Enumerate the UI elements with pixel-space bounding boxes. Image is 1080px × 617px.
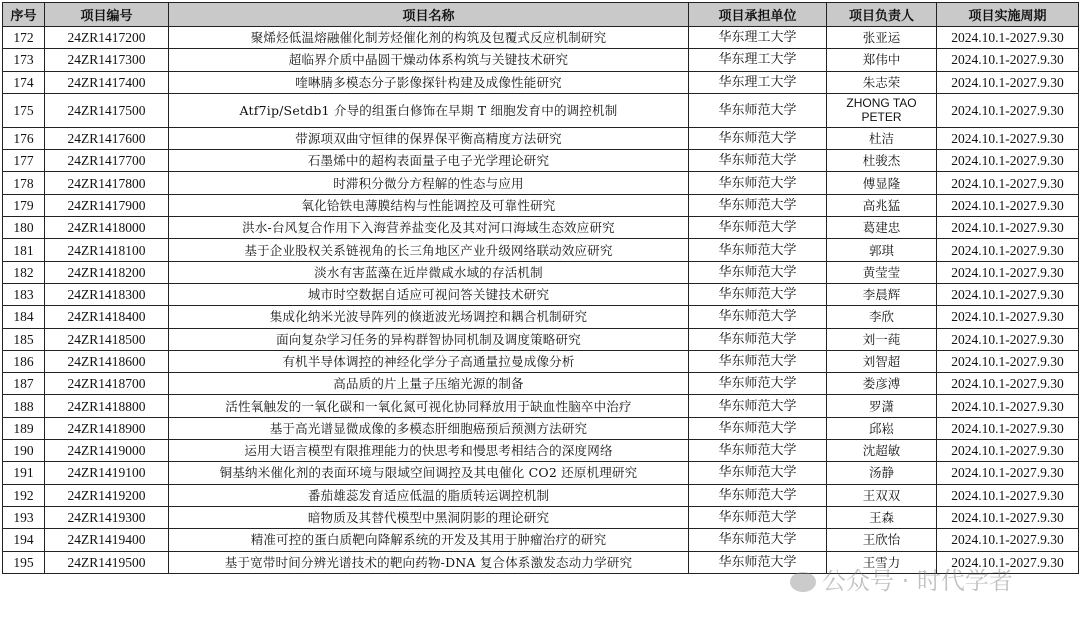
project-code: 24ZR1417900 (45, 194, 169, 216)
project-name: 聚烯烃低温熔融催化制芳烃催化剂的构筑及包覆式反应机制研究 (169, 27, 689, 49)
table-row (3, 172, 1079, 194)
header-project-name: 项目名称 (169, 3, 689, 27)
project-code: 24ZR1417300 (45, 49, 169, 71)
project-leader: 邱崧 (827, 417, 937, 439)
project-code: 24ZR1417200 (45, 27, 169, 49)
watermark-text: 公众号 · 时代学者 (822, 567, 1013, 595)
wechat-icon (790, 572, 816, 592)
row-index: 173 (3, 49, 45, 71)
row-index: 181 (3, 239, 45, 261)
institution: 华东师范大学 (689, 373, 827, 395)
table-row (3, 328, 1079, 350)
row-index: 174 (3, 71, 45, 93)
project-leader (827, 93, 937, 127)
project-leader: 高兆猛 (827, 194, 937, 216)
project-name: 基于企业股权关系链视角的长三角地区产业升级网络联动效应研究 (169, 239, 689, 261)
project-period: 2024.10.1-2027.9.30 (937, 27, 1079, 49)
row-index: 186 (3, 350, 45, 372)
project-code: 24ZR1418100 (45, 239, 169, 261)
row-index: 185 (3, 328, 45, 350)
project-name: 精准可控的蛋白质靶向降解系统的开发及其用于肿瘤治疗的研究 (169, 529, 689, 551)
project-leader: 黄莹莹 (827, 261, 937, 283)
project-period: 2024.10.1-2027.9.30 (937, 127, 1079, 149)
project-name: 有机半导体调控的神经化学分子高通量拉曼成像分析 (169, 350, 689, 372)
table-row (3, 127, 1079, 149)
institution: 华东师范大学 (689, 194, 827, 216)
project-leader: 傅显隆 (827, 172, 937, 194)
project-name: 带源项双曲守恒律的保界保平衡高精度方法研究 (169, 127, 689, 149)
project-period: 2024.10.1-2027.9.30 (937, 49, 1079, 71)
institution: 华东师范大学 (689, 127, 827, 149)
project-code: 24ZR1418800 (45, 395, 169, 417)
project-code: 24ZR1419500 (45, 551, 169, 573)
row-index: 182 (3, 261, 45, 283)
table-row (3, 194, 1079, 216)
table-row (3, 440, 1079, 462)
project-code: 24ZR1419200 (45, 484, 169, 506)
institution: 华东理工大学 (689, 49, 827, 71)
project-leader-text: ZHONG TAO PETER (846, 96, 917, 125)
table-row (3, 306, 1079, 328)
project-name: 时滞积分微分方程解的性态与应用 (169, 172, 689, 194)
project-name: 洪水-台风复合作用下入海营养盐变化及其对河口海域生态效应研究 (169, 217, 689, 239)
project-code: 24ZR1419400 (45, 529, 169, 551)
project-name: 超临界介质中晶圆干燥动体系构筑与关键技术研究 (169, 49, 689, 71)
project-name: 城市时空数据自适应可视问答关键技术研究 (169, 283, 689, 305)
project-period: 2024.10.1-2027.9.30 (937, 350, 1079, 372)
project-name: 铜基纳米催化剂的表面环境与限域空间调控及其电催化 CO2 还原机理研究 (169, 462, 689, 484)
project-name: 基于宽带时间分辨光谱技术的靶向药物-DNA 复合体系激发态动力学研究 (169, 551, 689, 573)
institution: 华东师范大学 (689, 484, 827, 506)
project-period: 2024.10.1-2027.9.30 (937, 306, 1079, 328)
row-index: 172 (3, 27, 45, 49)
table-row (3, 462, 1079, 484)
table-row (3, 49, 1079, 71)
header-leader: 项目负责人 (827, 3, 937, 27)
table-row (3, 506, 1079, 528)
project-leader: 张亚运 (827, 27, 937, 49)
project-code: 24ZR1418200 (45, 261, 169, 283)
row-index: 187 (3, 373, 45, 395)
project-period: 2024.10.1-2027.9.30 (937, 484, 1079, 506)
project-period: 2024.10.1-2027.9.30 (937, 395, 1079, 417)
header-project-code: 项目编号 (45, 3, 169, 27)
institution: 华东师范大学 (689, 93, 827, 127)
row-index: 176 (3, 127, 45, 149)
project-leader: 李晨辉 (827, 283, 937, 305)
row-index: 184 (3, 306, 45, 328)
header-period: 项目实施周期 (937, 3, 1079, 27)
project-code: 24ZR1418600 (45, 350, 169, 372)
header-institution: 项目承担单位 (689, 3, 827, 27)
table-row (3, 71, 1079, 93)
project-period: 2024.10.1-2027.9.30 (937, 529, 1079, 551)
row-index: 195 (3, 551, 45, 573)
project-leader: 沈超敏 (827, 440, 937, 462)
project-leader: 汤静 (827, 462, 937, 484)
project-code: 24ZR1417500 (45, 93, 169, 127)
project-leader: 王欣怡 (827, 529, 937, 551)
project-code: 24ZR1418000 (45, 217, 169, 239)
project-leader: 王双双 (827, 484, 937, 506)
project-period: 2024.10.1-2027.9.30 (937, 417, 1079, 439)
project-name: 喹啉腈多模态分子影像探针构建及成像性能研究 (169, 71, 689, 93)
row-index: 193 (3, 506, 45, 528)
institution: 华东师范大学 (689, 217, 827, 239)
project-period: 2024.10.1-2027.9.30 (937, 283, 1079, 305)
project-leader: 王森 (827, 506, 937, 528)
project-code: 24ZR1419100 (45, 462, 169, 484)
row-index: 180 (3, 217, 45, 239)
institution: 华东理工大学 (689, 27, 827, 49)
table-row (3, 27, 1079, 49)
project-name: 活性氧触发的一氧化碳和一氧化氮可视化协同释放用于缺血性脑卒中治疗 (169, 395, 689, 417)
project-period: 2024.10.1-2027.9.30 (937, 373, 1079, 395)
table-row (3, 373, 1079, 395)
row-index: 177 (3, 150, 45, 172)
project-code: 24ZR1418700 (45, 373, 169, 395)
project-period: 2024.10.1-2027.9.30 (937, 440, 1079, 462)
institution: 华东师范大学 (689, 306, 827, 328)
project-period: 2024.10.1-2027.9.30 (937, 551, 1079, 573)
institution: 华东师范大学 (689, 239, 827, 261)
project-period: 2024.10.1-2027.9.30 (937, 217, 1079, 239)
project-period: 2024.10.1-2027.9.30 (937, 93, 1079, 127)
project-period: 2024.10.1-2027.9.30 (937, 328, 1079, 350)
table-row (3, 417, 1079, 439)
project-period: 2024.10.1-2027.9.30 (937, 462, 1079, 484)
row-index: 190 (3, 440, 45, 462)
project-name: 氧化铪铁电薄膜结构与性能调控及可靠性研究 (169, 194, 689, 216)
project-code: 24ZR1417800 (45, 172, 169, 194)
table-row (3, 261, 1079, 283)
project-leader: 李欣 (827, 306, 937, 328)
project-name: Atf7ip/Setdb1 介导的组蛋白修饰在早期 T 细胞发育中的调控机制 (169, 93, 689, 127)
institution: 华东师范大学 (689, 395, 827, 417)
institution: 华东师范大学 (689, 440, 827, 462)
institution: 华东师范大学 (689, 328, 827, 350)
table-row (3, 283, 1079, 305)
table-row (3, 93, 1079, 127)
project-leader: 朱志荣 (827, 71, 937, 93)
row-index: 178 (3, 172, 45, 194)
institution: 华东师范大学 (689, 172, 827, 194)
institution: 华东师范大学 (689, 150, 827, 172)
row-index: 183 (3, 283, 45, 305)
institution: 华东师范大学 (689, 506, 827, 528)
institution: 华东师范大学 (689, 551, 827, 573)
table-row (3, 217, 1079, 239)
project-period: 2024.10.1-2027.9.30 (937, 239, 1079, 261)
project-code: 24ZR1417400 (45, 71, 169, 93)
project-code: 24ZR1418500 (45, 328, 169, 350)
project-leader: 杜洁 (827, 127, 937, 149)
institution: 华东师范大学 (689, 417, 827, 439)
row-index: 188 (3, 395, 45, 417)
project-period: 2024.10.1-2027.9.30 (937, 506, 1079, 528)
project-period: 2024.10.1-2027.9.30 (937, 194, 1079, 216)
project-leader: 郭琪 (827, 239, 937, 261)
table-row (3, 239, 1079, 261)
project-name: 面向复杂学习任务的异构群智协同机制及调度策略研究 (169, 328, 689, 350)
institution: 华东师范大学 (689, 462, 827, 484)
institution: 华东师范大学 (689, 350, 827, 372)
project-table (2, 2, 1079, 574)
table-row (3, 350, 1079, 372)
row-index: 179 (3, 194, 45, 216)
project-code: 24ZR1419300 (45, 506, 169, 528)
project-name: 集成化纳米光波导阵列的倏逝波光场调控和耦合机制研究 (169, 306, 689, 328)
project-period: 2024.10.1-2027.9.30 (937, 150, 1079, 172)
project-name: 石墨烯中的超构表面量子电子光学理论研究 (169, 150, 689, 172)
project-name: 番茄雄蕊发育适应低温的脂质转运调控机制 (169, 484, 689, 506)
project-name: 暗物质及其替代模型中黑洞阴影的理论研究 (169, 506, 689, 528)
project-code: 24ZR1417700 (45, 150, 169, 172)
table-row (3, 529, 1079, 551)
header-index: 序号 (3, 3, 45, 27)
project-period: 2024.10.1-2027.9.30 (937, 71, 1079, 93)
project-leader: 罗潇 (827, 395, 937, 417)
project-name: 基于高光谱显微成像的多模态肝细胞癌预后预测方法研究 (169, 417, 689, 439)
table-row (3, 395, 1079, 417)
project-name: 高品质的片上量子压缩光源的制备 (169, 373, 689, 395)
project-leader: 杜骏杰 (827, 150, 937, 172)
row-index: 192 (3, 484, 45, 506)
project-leader: 郑伟中 (827, 49, 937, 71)
project-code: 24ZR1417600 (45, 127, 169, 149)
row-index: 175 (3, 93, 45, 127)
project-code: 24ZR1418300 (45, 283, 169, 305)
header-row (3, 3, 1079, 27)
project-leader: 王雪力 (827, 551, 937, 573)
project-leader: 刘一莼 (827, 328, 937, 350)
project-leader: 葛建忠 (827, 217, 937, 239)
project-period: 2024.10.1-2027.9.30 (937, 172, 1079, 194)
table-row (3, 484, 1079, 506)
project-code: 24ZR1418900 (45, 417, 169, 439)
row-index: 191 (3, 462, 45, 484)
institution: 华东师范大学 (689, 283, 827, 305)
project-name: 运用大语言模型有限推理能力的快思考和慢思考相结合的深度网络 (169, 440, 689, 462)
institution: 华东师范大学 (689, 529, 827, 551)
project-leader: 刘智超 (827, 350, 937, 372)
row-index: 189 (3, 417, 45, 439)
row-index: 194 (3, 529, 45, 551)
project-leader: 娄彦溥 (827, 373, 937, 395)
project-code: 24ZR1419000 (45, 440, 169, 462)
project-period: 2024.10.1-2027.9.30 (937, 261, 1079, 283)
table-row (3, 551, 1079, 573)
project-code: 24ZR1418400 (45, 306, 169, 328)
institution: 华东师范大学 (689, 261, 827, 283)
institution: 华东理工大学 (689, 71, 827, 93)
project-name: 淡水有害蓝藻在近岸微咸水域的存活机制 (169, 261, 689, 283)
table-body (3, 27, 1079, 574)
table-row (3, 150, 1079, 172)
